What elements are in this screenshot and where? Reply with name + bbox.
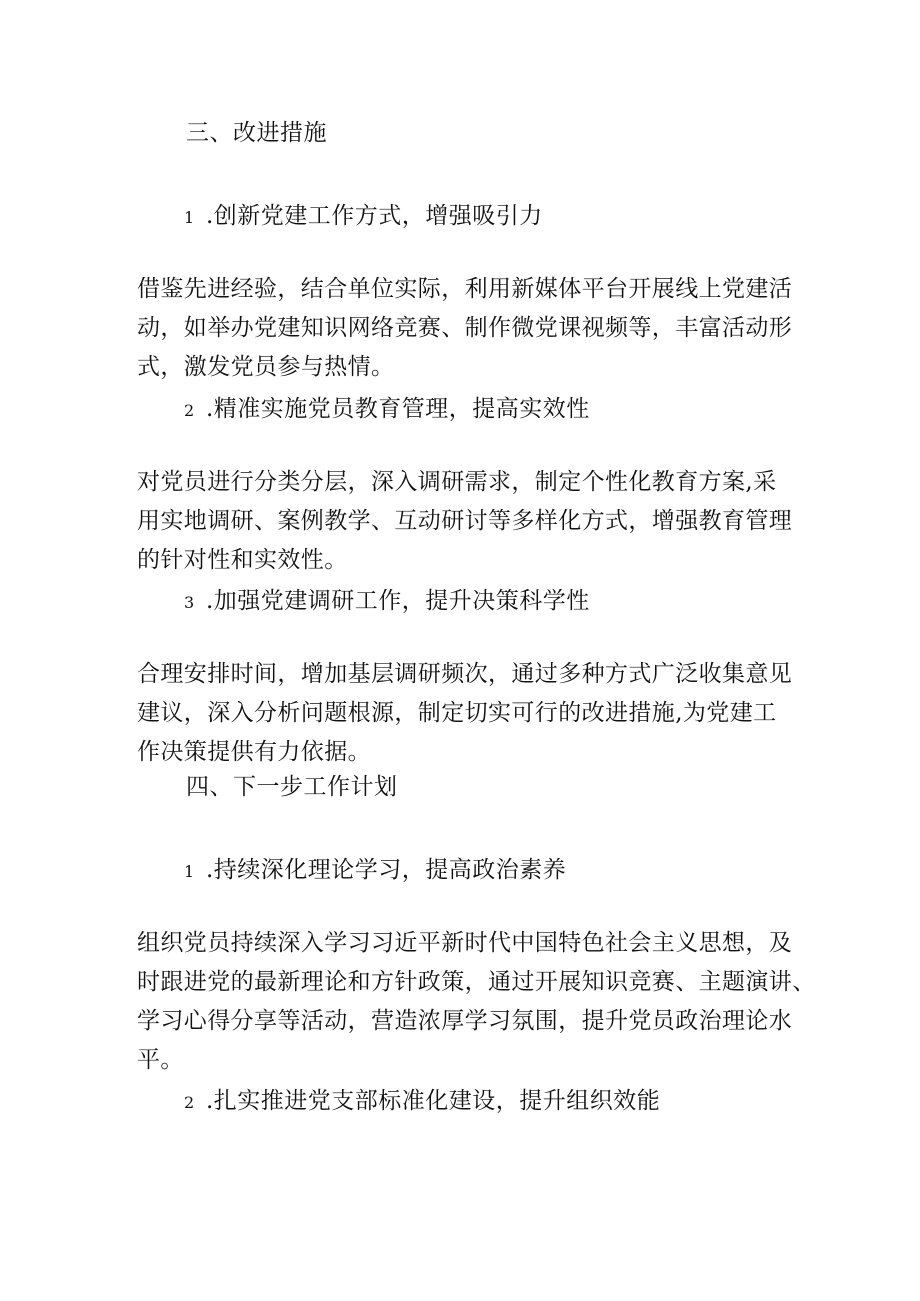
paragraph-line: 用实地调研、案例教学、互动研讨等多样化方式，增强教育管理 [137, 508, 793, 534]
paragraph-line: 借鉴先进经验，结合单位实际，利用新媒体平台开展线上党建活 [137, 276, 793, 302]
paragraph-line: 动，如举办党建知识网络竞赛、制作微党课视频等，丰富活动形 [137, 315, 793, 341]
paragraph-line: 合理安排时间，增加基层调研频次，通过多种方式广泛收集意见 [137, 661, 793, 687]
paragraph-line: 学习心得分享等活动，营造浓厚学习氛围，提升党员政治理论水 [137, 1008, 793, 1034]
item-number: 1 [184, 862, 195, 881]
paragraph-line: 式，激发党员参与热情。 [137, 354, 395, 380]
paragraph [137, 270, 817, 387]
item-title [184, 1086, 660, 1118]
item-title [184, 855, 566, 887]
paragraph-line: 时跟进党的最新理论和方针政策，通过开展知识竞赛、主题演讲、 [137, 969, 816, 995]
item-title [184, 201, 543, 233]
paragraph-line: 组织党员持续深入学习习近平新时代中国特色社会主义思想，及 [137, 930, 793, 956]
item-title [184, 394, 590, 426]
item-title-text: .加强党建调研工作，提升决策科学性 [206, 588, 590, 614]
paragraph-line: 的针对性和实效性。 [137, 547, 348, 573]
item-number: 2 [184, 1093, 195, 1112]
paragraph [137, 924, 817, 1080]
item-number: 3 [184, 593, 195, 612]
item-number: 1 [184, 208, 195, 227]
item-title-text: .创新党建工作方式，增强吸引力 [206, 203, 543, 229]
item-title [184, 586, 590, 618]
item-title-text: .精准实施党员教育管理，提高实效性 [206, 396, 590, 422]
item-title-text: .持续深化理论学习，提高政治素养 [206, 857, 567, 883]
paragraph [137, 463, 817, 580]
paragraph-line: 平。 [137, 1047, 184, 1073]
paragraph [137, 655, 817, 772]
paragraph-line: 对党员进行分类分层，深入调研需求，制定个性化教育方案,采 [137, 469, 777, 495]
paragraph-line: 建议，深入分析问题根源，制定切实可行的改进措施,为党建工 [137, 700, 777, 726]
section-heading: 三、改进措施 [186, 120, 327, 146]
paragraph-line: 作决策提供有力依据。 [137, 739, 371, 765]
item-number: 2 [184, 401, 195, 420]
item-title-text: .扎实推进党支部标准化建设，提升组织效能 [206, 1088, 661, 1114]
section-heading: 四、下一步工作计划 [186, 774, 398, 800]
